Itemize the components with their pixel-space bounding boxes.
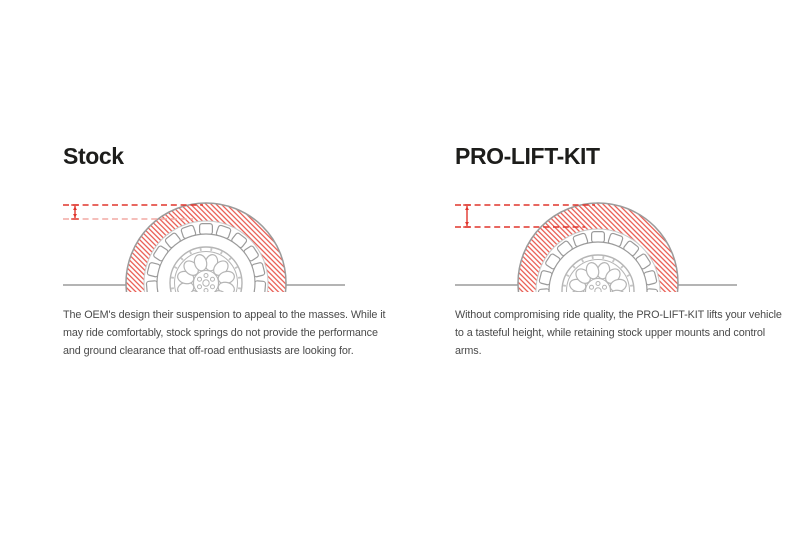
stock-wheel-figure bbox=[63, 195, 345, 292]
stock-description-line: and ground clearance that off-road enthusiasts are looking for. bbox=[63, 345, 354, 357]
pro-lift-kit-wheel-figure bbox=[455, 195, 737, 292]
lug-nut bbox=[204, 274, 208, 278]
pro-lift-kit-description bbox=[455, 306, 782, 360]
lug-nut bbox=[602, 285, 606, 289]
stock-title: Stock bbox=[63, 143, 124, 169]
lug-nut bbox=[210, 285, 214, 289]
lug-nut bbox=[198, 277, 202, 281]
pro-lift-kit-description-line: arms. bbox=[455, 345, 482, 357]
lug-nut bbox=[596, 282, 600, 286]
stock-description-line: The OEM's design their suspension to appeal to the masses. While it bbox=[63, 309, 386, 321]
lift-height-marker bbox=[71, 205, 79, 219]
lug-nut bbox=[204, 289, 208, 293]
lug-nut bbox=[210, 277, 214, 281]
tread-knob bbox=[200, 224, 213, 235]
pro-lift-kit-panel bbox=[455, 0, 800, 534]
tread-knob bbox=[592, 232, 605, 243]
lug-nut bbox=[590, 285, 594, 289]
stock-description bbox=[63, 306, 385, 360]
lug-nut bbox=[198, 285, 202, 289]
pro-lift-kit-description-line: Without compromising ride quality, the PRO-LIFT-KIT lifts your vehicle bbox=[455, 309, 782, 321]
lift-height-marker bbox=[463, 205, 471, 227]
tread-knob bbox=[538, 289, 550, 292]
stock-description-line: may ride comfortably, stock springs do not provide the performance bbox=[63, 327, 378, 339]
tread-knob bbox=[646, 289, 658, 292]
pro-lift-kit-title: PRO-LIFT-KIT bbox=[455, 143, 600, 169]
stock-panel bbox=[63, 0, 408, 534]
pro-lift-kit-description-line: to a tasteful height, while retaining stock upper mounts and control bbox=[455, 327, 766, 339]
tread-knob bbox=[254, 281, 266, 292]
tread-knob bbox=[146, 281, 158, 292]
